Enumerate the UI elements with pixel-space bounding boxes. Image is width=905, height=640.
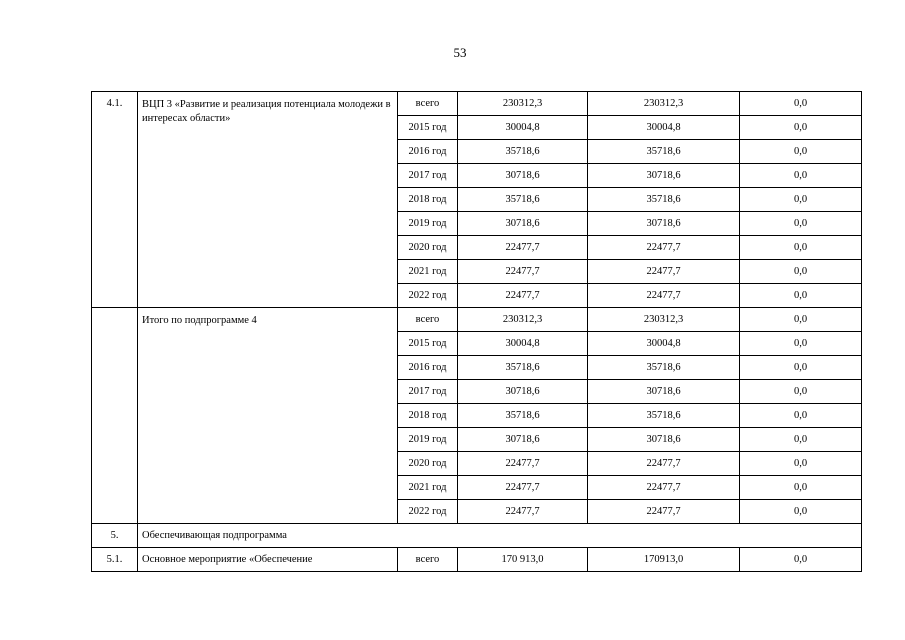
- row-value-total: 30718,6: [458, 380, 588, 404]
- row-year: 2018 год: [398, 188, 458, 212]
- section-number: 5.: [92, 524, 138, 548]
- row-value-budget: 22477,7: [588, 452, 740, 476]
- page-number: 53: [453, 45, 467, 60]
- row-year: 2021 год: [398, 260, 458, 284]
- row-value-total: 230312,3: [458, 308, 588, 332]
- row-value-budget: 22477,7: [588, 500, 740, 524]
- row-value-total: 22477,7: [458, 452, 588, 476]
- row-value-budget: 30718,6: [588, 164, 740, 188]
- row-value-total: 170 913,0: [458, 548, 588, 572]
- row-year: 2015 год: [398, 332, 458, 356]
- row-value-total: 35718,6: [458, 404, 588, 428]
- row-value-budget: 30004,8: [588, 116, 740, 140]
- row-name: Итого по подпрограмме 4: [138, 308, 398, 524]
- table-row: [92, 548, 862, 572]
- row-value-other: 0,0: [740, 188, 862, 212]
- row-value-other: 0,0: [740, 164, 862, 188]
- row-value-budget: 35718,6: [588, 356, 740, 380]
- row-value-budget: 170913,0: [588, 548, 740, 572]
- budget-table: [91, 91, 862, 572]
- row-value-budget: 22477,7: [588, 260, 740, 284]
- row-number: 5.1.: [92, 548, 138, 572]
- row-value-budget: 22477,7: [588, 476, 740, 500]
- row-value-other: 0,0: [740, 308, 862, 332]
- row-year: всего: [398, 92, 458, 116]
- section-row: [92, 524, 862, 548]
- row-value-budget: 22477,7: [588, 284, 740, 308]
- table-row: [92, 308, 862, 332]
- row-value-other: 0,0: [740, 332, 862, 356]
- row-value-other: 0,0: [740, 260, 862, 284]
- row-value-budget: 35718,6: [588, 188, 740, 212]
- row-value-other: 0,0: [740, 92, 862, 116]
- row-value-other: 0,0: [740, 236, 862, 260]
- row-year: 2015 год: [398, 116, 458, 140]
- row-value-other: 0,0: [740, 356, 862, 380]
- row-year: 2021 год: [398, 476, 458, 500]
- row-value-total: 30004,8: [458, 332, 588, 356]
- row-value-budget: 30718,6: [588, 428, 740, 452]
- row-value-total: 22477,7: [458, 500, 588, 524]
- row-name: Основное мероприятие «Обеспечение: [138, 548, 398, 572]
- row-value-other: 0,0: [740, 284, 862, 308]
- row-value-budget: 30004,8: [588, 332, 740, 356]
- row-year: 2017 год: [398, 380, 458, 404]
- row-value-budget: 230312,3: [588, 308, 740, 332]
- row-value-other: 0,0: [740, 428, 862, 452]
- row-value-budget: 30718,6: [588, 380, 740, 404]
- row-number: 4.1.: [92, 92, 138, 308]
- row-value-other: 0,0: [740, 452, 862, 476]
- row-year: 2018 год: [398, 404, 458, 428]
- row-year: 2016 год: [398, 140, 458, 164]
- row-value-total: 30004,8: [458, 116, 588, 140]
- row-value-other: 0,0: [740, 140, 862, 164]
- row-value-budget: 230312,3: [588, 92, 740, 116]
- row-year: 2017 год: [398, 164, 458, 188]
- table-row: [92, 92, 862, 116]
- row-value-other: 0,0: [740, 500, 862, 524]
- row-value-total: 22477,7: [458, 260, 588, 284]
- row-value-other: 0,0: [740, 476, 862, 500]
- table-body: [92, 92, 862, 572]
- row-value-total: 22477,7: [458, 284, 588, 308]
- row-year: 2020 год: [398, 452, 458, 476]
- row-value-total: 22477,7: [458, 236, 588, 260]
- row-name: ВЦП 3 «Развитие и реализация потенциала молодежи в интересах области»: [138, 92, 398, 308]
- row-year: 2022 год: [398, 284, 458, 308]
- row-value-total: 30718,6: [458, 212, 588, 236]
- row-year: всего: [398, 308, 458, 332]
- row-value-other: 0,0: [740, 116, 862, 140]
- row-year: 2022 год: [398, 500, 458, 524]
- row-value-budget: 30718,6: [588, 212, 740, 236]
- row-year: всего: [398, 548, 458, 572]
- row-value-total: 35718,6: [458, 356, 588, 380]
- row-value-total: 22477,7: [458, 476, 588, 500]
- row-value-budget: 35718,6: [588, 140, 740, 164]
- row-year: 2019 год: [398, 428, 458, 452]
- row-value-other: 0,0: [740, 548, 862, 572]
- row-value-other: 0,0: [740, 380, 862, 404]
- row-value-other: 0,0: [740, 212, 862, 236]
- row-year: 2020 год: [398, 236, 458, 260]
- row-value-total: 30718,6: [458, 428, 588, 452]
- section-title: Обеспечивающая подпрограмма: [138, 524, 862, 548]
- row-year: 2019 год: [398, 212, 458, 236]
- row-value-total: 230312,3: [458, 92, 588, 116]
- row-value-total: 30718,6: [458, 164, 588, 188]
- row-year: 2016 год: [398, 356, 458, 380]
- row-value-budget: 22477,7: [588, 236, 740, 260]
- row-value-total: 35718,6: [458, 140, 588, 164]
- row-number: [92, 308, 138, 524]
- row-value-other: 0,0: [740, 404, 862, 428]
- row-value-budget: 35718,6: [588, 404, 740, 428]
- row-value-total: 35718,6: [458, 188, 588, 212]
